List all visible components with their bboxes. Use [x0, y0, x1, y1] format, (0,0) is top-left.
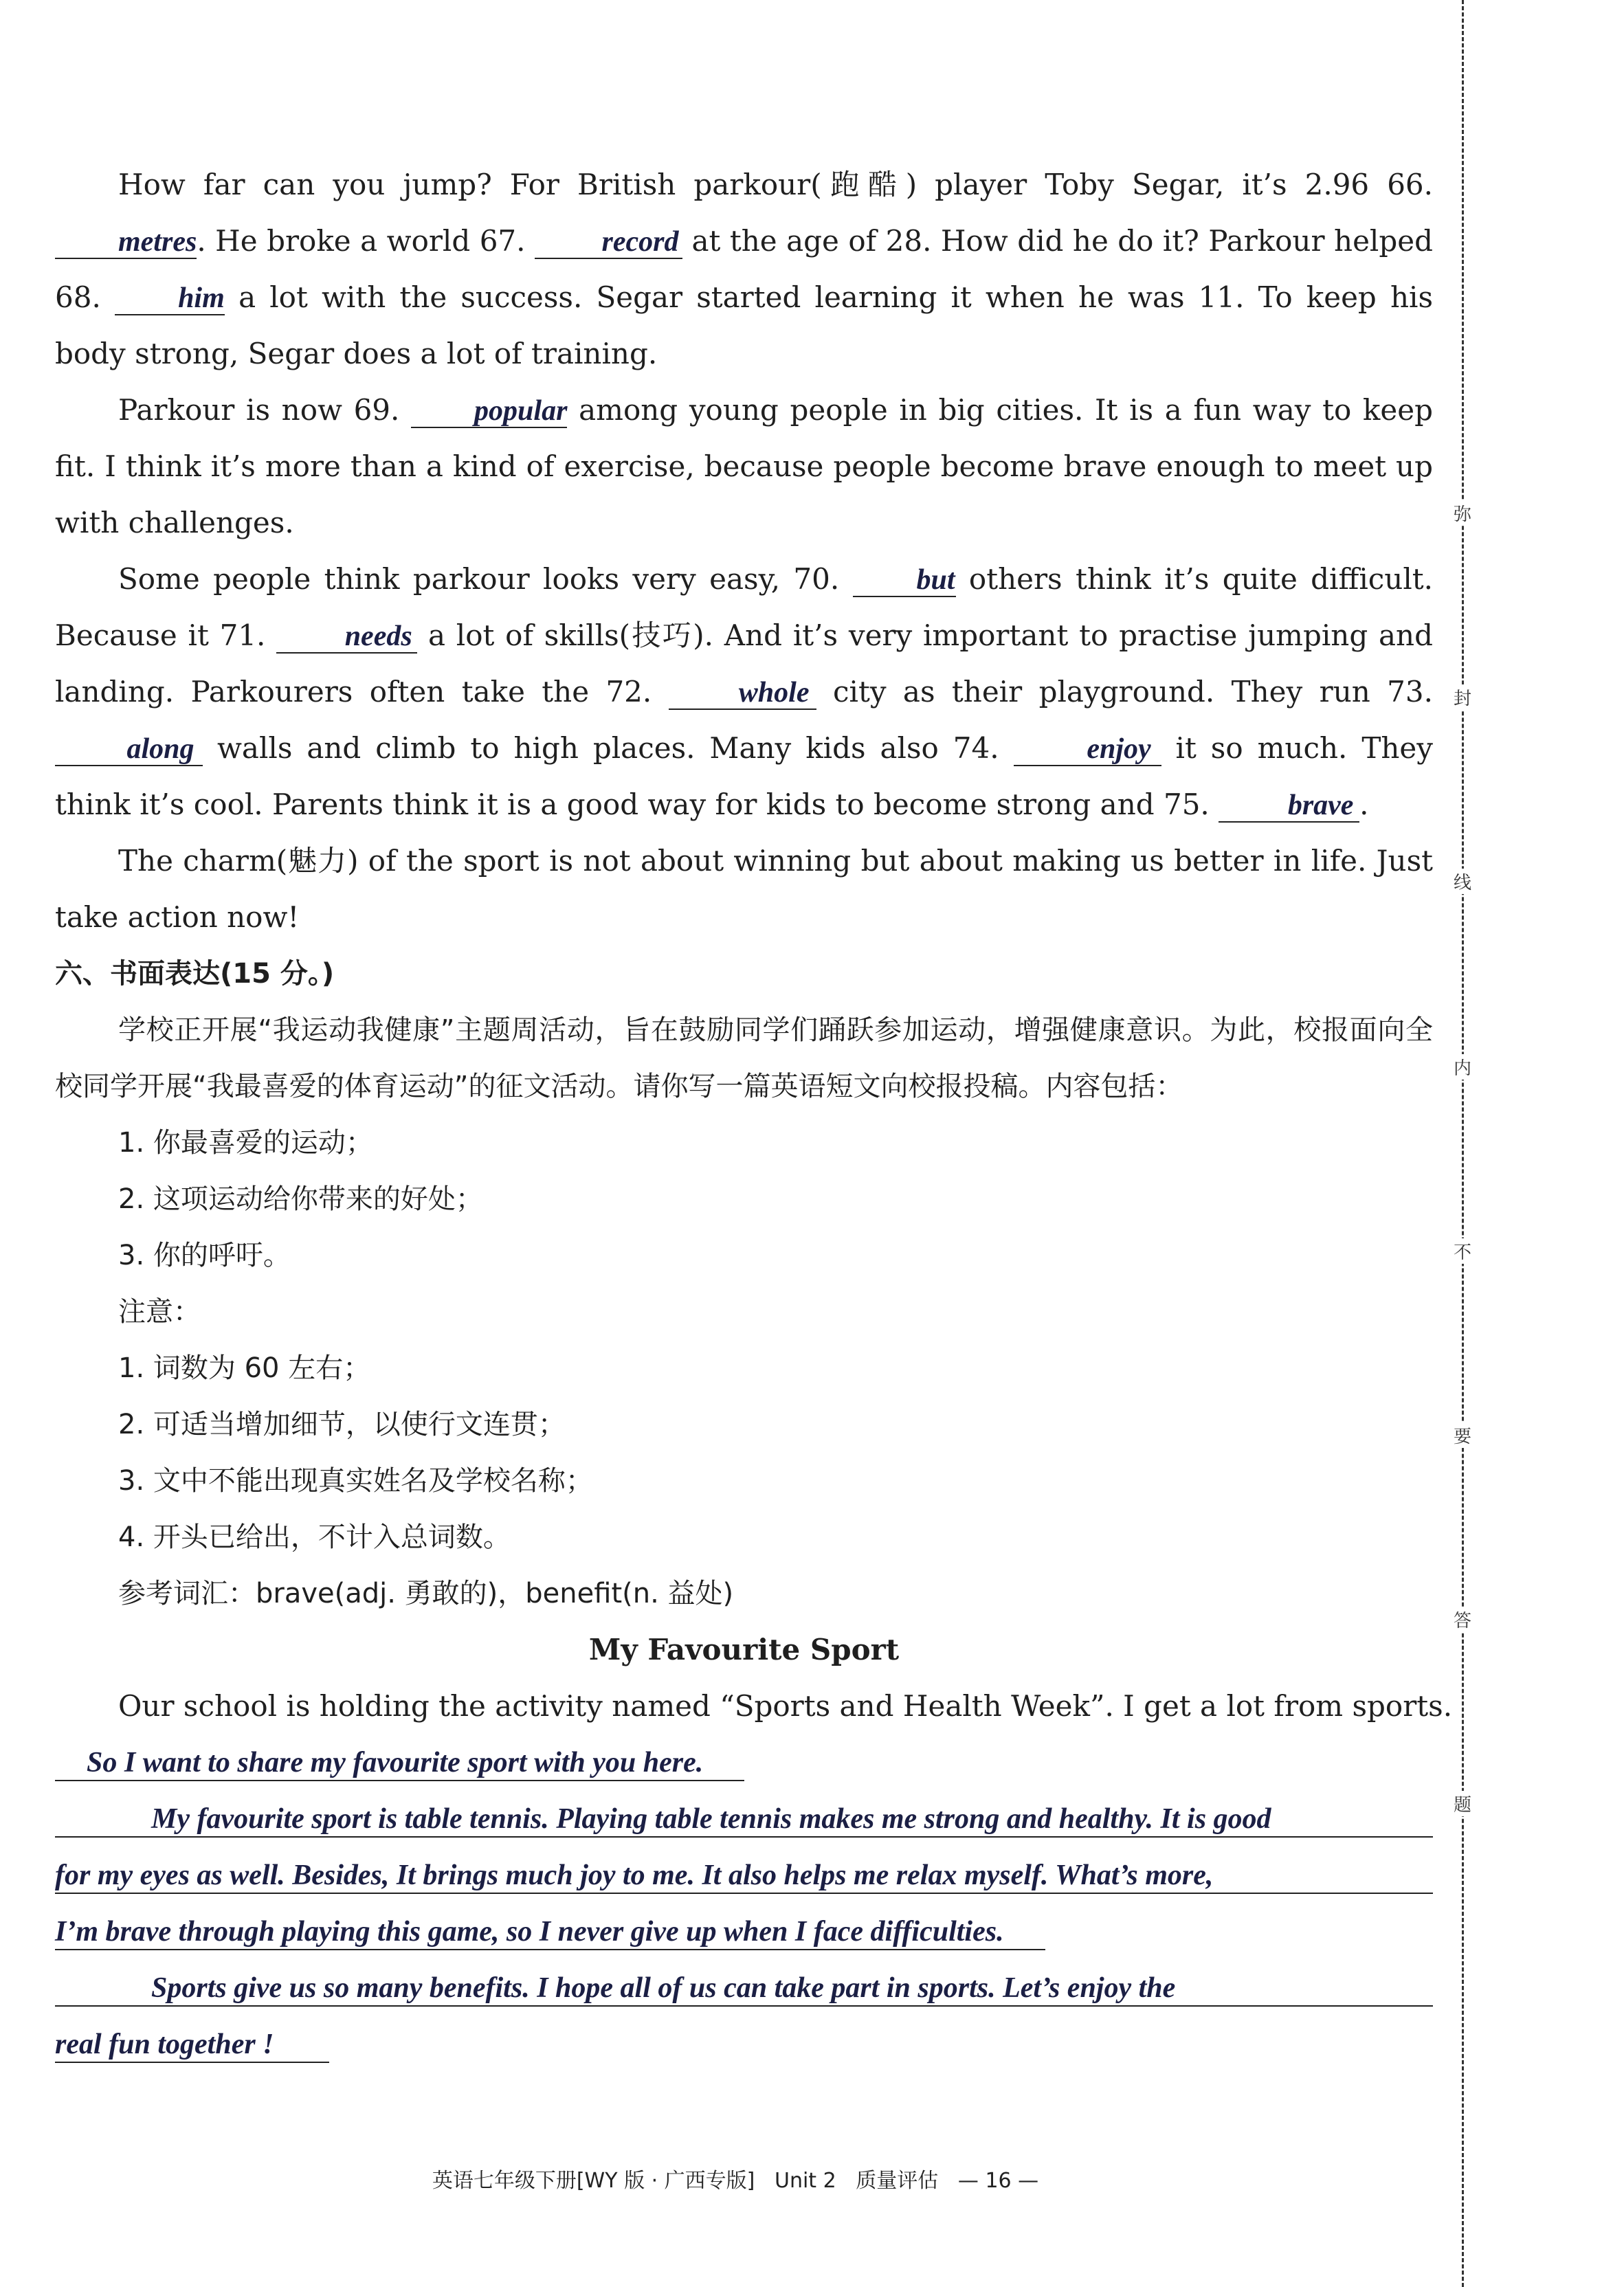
binding-char: 答 [1451, 1607, 1473, 1632]
essay-text: I’m brave through playing this game, so I never give up when I face difficulties. [55, 1916, 1045, 1950]
essay-line [55, 1791, 1433, 1847]
section-heading: 六、书面表达(15 分。) [55, 958, 335, 990]
answer-69: popular [474, 395, 568, 427]
note-item: 1. 词数为 60 左右； [118, 1352, 371, 1384]
cut-line [1462, 0, 1464, 2287]
binding-char: 不 [1451, 1238, 1473, 1264]
content-item: 2. 这项运动给你带来的好处； [118, 1183, 483, 1215]
passage-text: Some people think parkour looks very easy, 70. [118, 562, 840, 596]
passage-text: . [197, 224, 206, 258]
essay-line [55, 1734, 1433, 1791]
note-item: 4. 开头已给出，不计入总词数。 [118, 1521, 511, 1553]
notes-heading: 注意： [118, 1296, 201, 1328]
essay-text: for my eyes as well. Besides, It brings much joy to me. It also helps me relax myself. What’s more, [55, 1860, 1433, 1894]
answer-blank-72 [669, 676, 816, 710]
answer-blank-74 [1014, 733, 1161, 766]
passage-paragraph-4: The charm(魅力) of the sport is not about winning but about making us better in life. Just take action now! [55, 844, 1433, 934]
answer-75: brave [1287, 790, 1354, 821]
passage-text: a lot with the success. Segar started learning it when he was 11. To keep his body strong, Segar does a lot of training. [55, 280, 1433, 370]
answer-blank-66 [55, 225, 197, 259]
passage-paragraph-1 [55, 157, 1433, 382]
passage-text: city as their playground. They run 73. [833, 675, 1433, 709]
answer-blank-73 [55, 733, 203, 766]
answer-66: metres [118, 226, 197, 258]
content-item: 1. 你最喜爱的运动； [118, 1127, 373, 1159]
passage-text: others think it’s quite difficult. Because it 71. [55, 562, 1433, 652]
passage-text: at the age of 28. How did he do it? Parkour helped 68. [55, 224, 1433, 314]
passage-text: How far can you jump? For British parkour(跑酷) player Toby Segar, it’s 2.96 66. [118, 168, 1433, 201]
binding-char: 要 [1451, 1423, 1473, 1448]
content-area [55, 157, 1453, 2073]
essay-line [55, 1847, 1433, 1904]
binding-char: 弥 [1451, 500, 1473, 526]
binding-char: 内 [1451, 1054, 1473, 1080]
answer-blank-68 [115, 282, 225, 315]
passage-text: it so much. They think it’s cool. Parents think it is a good way for kids to become strong and 75. [55, 731, 1433, 821]
passage-text: Parkour is now 69. [118, 393, 400, 427]
note-item: 3. 文中不能出现真实姓名及学校名称； [118, 1465, 593, 1497]
writing-instructions: 学校正开展“我运动我健康”主题周活动，旨在鼓励同学们踊跃参加运动，增强健康意识。为此，校报面向全校同学开展“我最喜爱的体育运动”的征文活动。请你写一篇英语短文向校报投稿。内容包括： [55, 1014, 1433, 1102]
essay-line [55, 2016, 1433, 2073]
answer-blank-69 [411, 394, 567, 428]
essay-title: My Favourite Sport [588, 1633, 900, 1666]
essay-given-start: Our school is holding the activity named “Sports and Health Week”. I get a lot from sports. [118, 1689, 1453, 1723]
essay-line [55, 1904, 1433, 1960]
binding-char: 线 [1451, 869, 1473, 894]
answer-68: him [178, 282, 225, 314]
passage-paragraph-2 [55, 382, 1433, 551]
answer-73: along [126, 733, 194, 765]
note-item: 2. 可适当增加细节，以使行文连贯； [118, 1409, 566, 1440]
answer-blank-71 [276, 620, 417, 654]
essay-text: So I want to share my favourite sport with you here. [55, 1747, 744, 1781]
passage-paragraph-3 [55, 551, 1433, 833]
answer-70: but [916, 564, 955, 596]
content-item: 3. 你的呼吁。 [118, 1240, 291, 1271]
passage-text: walls and climb to high places. Many kids also 74. [216, 731, 999, 765]
passage-text: . [1359, 788, 1369, 821]
answer-71: needs [344, 621, 412, 652]
essay-line [55, 1960, 1433, 2016]
essay-text: My favourite sport is table tennis. Playing table tennis makes me strong and healthy. It is good [55, 1803, 1433, 1838]
passage-text: a lot of skills(技巧). And it’s very important to practise jumping and landing. Parkourers often take the 72. [55, 618, 1433, 709]
page-footer: 英语七年级下册[WY 版 · 广西专版] Unit 2 质量评估 — 16 — [432, 2169, 1039, 2193]
essay-text: Sports give us so many benefits. I hope all of us can take part in sports. Let’s enjoy the [55, 1972, 1433, 2007]
vocabulary-hint: 参考词汇：brave(adj. 勇敢的)，benefit(n. 益处) [118, 1578, 734, 1609]
answer-72: whole [738, 677, 810, 709]
answer-74: enjoy [1087, 733, 1151, 765]
binding-char: 封 [1451, 684, 1473, 710]
passage-text: He broke a world 67. [215, 224, 526, 258]
answer-blank-67 [535, 225, 682, 259]
binding-char: 题 [1451, 1791, 1473, 1816]
binding-margin [1449, 0, 1476, 2287]
answer-67: record [601, 226, 679, 258]
essay-text: real fun together ! [55, 2029, 329, 2063]
answer-blank-75 [1219, 789, 1359, 823]
answer-blank-70 [853, 564, 956, 597]
passage-text: among young people in big cities. It is a fun way to keep fit. I think it’s more than a kind of exercise, because people become brave enough to meet up with challenges. [55, 393, 1433, 539]
